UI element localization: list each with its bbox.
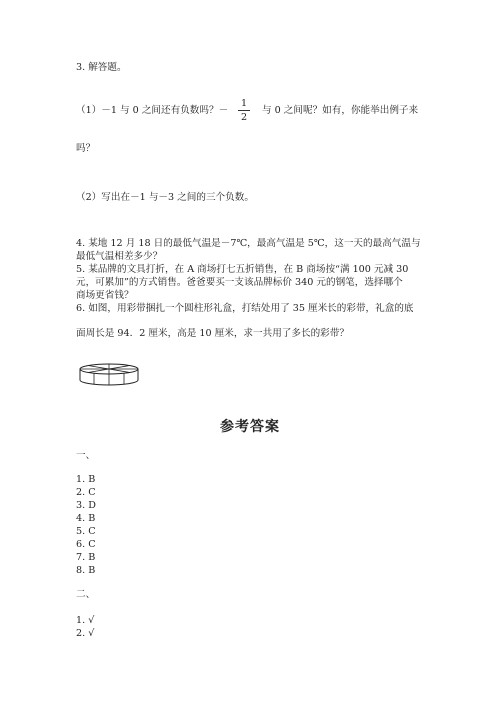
answer-item: 7. B (76, 552, 96, 563)
answer-item: 3. D (76, 500, 96, 511)
fraction-bar (238, 110, 250, 111)
answer-item: 8. B (76, 565, 96, 576)
answer-item: 5. C (76, 526, 96, 537)
answer-item: 1. √ (76, 615, 95, 626)
question-3-heading: 3. 解答题。 (76, 62, 127, 73)
question-4-line2: 最低气温相差多少？ (76, 251, 163, 262)
question-5-line1: 5. 某品牌的文具打折，在 A 商场打七五折销售，在 B 商场按“满 100 元减 30 (76, 264, 409, 275)
fraction-denominator: 2 (240, 112, 248, 123)
answers-section-1-label: 一、 (76, 450, 96, 461)
answer-item: 2. √ (76, 628, 95, 639)
answers-section-2-label: 二、 (76, 589, 96, 600)
answer-item: 6. C (76, 539, 96, 550)
cylinder-gift-box-figure (78, 362, 140, 388)
question-3-part1-text-c: 吗？ (76, 143, 96, 154)
question-4-line1: 4. 某地 12 月 18 日的最低气温是－7℃，最高气温是 5℃，这一天的最高气温与 (76, 238, 421, 249)
question-3-part1-text-b: 与 0 之间呢？如有，你能举出例子来 (262, 105, 419, 116)
answer-item: 1. B (76, 474, 96, 485)
answer-key-title: 参考答案 (220, 419, 280, 435)
question-6-line1: 6. 如图，用彩带捆扎一个圆柱形礼盒，打结处用了 35 厘米长的彩带，礼盒的底 (76, 303, 414, 314)
fraction-numerator: 1 (240, 98, 248, 109)
question-3-part1-text-a: （1）－1 与 0 之间还有负数吗？－ (76, 105, 229, 116)
answer-item: 4. B (76, 513, 96, 524)
answer-item: 2. C (76, 487, 96, 498)
question-3-part2: （2）写出在－1 与－3 之间的三个负数。 (76, 192, 254, 203)
question-5-line2: 元，可累加”的方式销售。爸爸要买一支该品牌标价 340 元的钢笔，选择哪个 (76, 277, 403, 288)
question-6-line2: 面周长是 94．2 厘米，高是 10 厘米，求一共用了多长的彩带？ (76, 328, 349, 339)
question-5-line3: 商场更省钱？ (76, 290, 134, 301)
fraction-one-half (238, 98, 250, 123)
